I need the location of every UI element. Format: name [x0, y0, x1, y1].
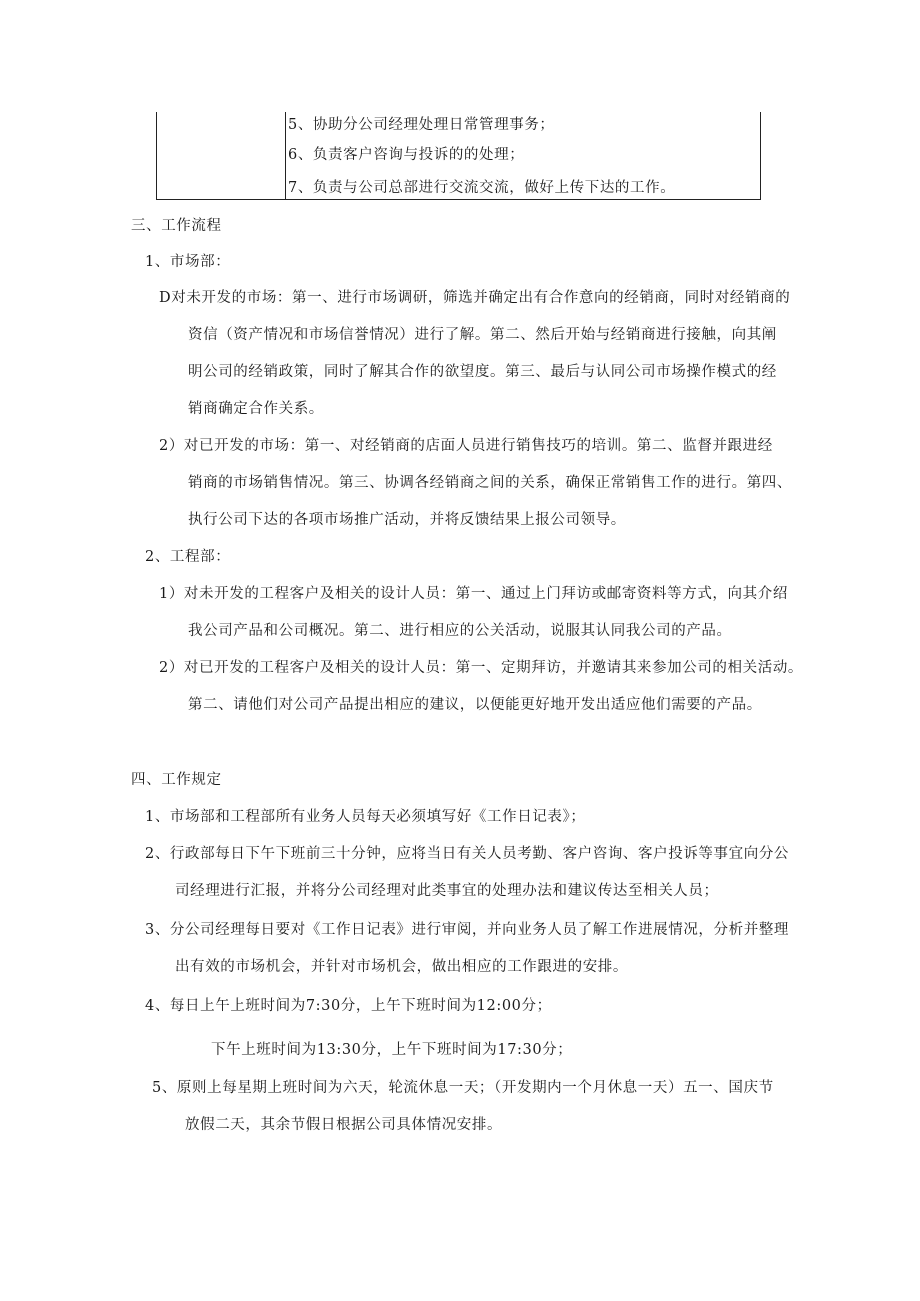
rule-line: 1、市场部和工程部所有业务人员每天必须填写好《工作日记表》；: [145, 809, 586, 825]
paragraph-line: 我公司产品和公司概况。第二、进行相应的公关活动，说服其认同我公司的产品。: [188, 623, 732, 639]
paragraph-line: 执行公司下达的各项市场推广活动，并将反馈结果上报公司领导。: [188, 512, 626, 528]
paragraph-line: 销商确定合作关系。: [188, 401, 324, 417]
paragraph-line: 销商的市场销售情况。第三、协调各经销商之间的关系，确保正常销售工作的进行。第四、: [188, 475, 792, 491]
table-right-border: [760, 112, 761, 200]
section-heading: 四、工作规定: [131, 772, 222, 788]
table-row: 7、负责与公司总部进行交流交流，做好上传下达的工作。: [288, 180, 676, 196]
rule-line: 出有效的市场机会，并针对市场机会，做出相应的工作跟进的安排。: [175, 959, 628, 975]
table-left-border: [156, 112, 157, 200]
table-bottom-border: [156, 199, 761, 200]
rule-line: 下午上班时间为13:30分，上午下班时间为17:30分；: [211, 1042, 573, 1058]
rule-line: 2、行政部每日下午下班前三十分钟，应将当日有关人员考勤、客户咨询、客户投诉等事宜向分公: [145, 846, 790, 862]
paragraph-line: 第二、请他们对公司产品提出相应的建议，以便能更好地开发出适应他们需要的产品。: [188, 697, 762, 713]
paragraph-line: D对未开发的市场：第一、进行市场调研，筛选并确定出有合作意向的经销商，同时对经销商的: [159, 290, 791, 306]
table-row: 6、负责客户咨询与投诉的的处理；: [288, 147, 525, 163]
paragraph-line: 明公司的经销政策，同时了解其合作的欲望度。第三、最后与认同公司市场操作模式的经: [188, 364, 777, 380]
paragraph-line: 2）对已开发的工程客户及相关的设计人员：第一、定期拜访，并邀请其来参加公司的相关活动。: [159, 660, 804, 676]
subsection-title: 1、市场部：: [145, 254, 231, 270]
rule-line: 4、每日上午上班时间为7:30分，上午下班时间为12:00分；: [145, 998, 552, 1014]
subsection-title: 2、工程部：: [145, 549, 231, 565]
rule-line: 放假二天，其余节假日根据公司具体情况安排。: [185, 1117, 503, 1133]
section-heading: 三、工作流程: [131, 218, 222, 234]
rule-line: 5、原则上每星期上班时间为六天，轮流休息一天；（开发期内一个月休息一天）五一、国庆节: [152, 1080, 774, 1096]
rule-line: 司经理进行汇报，并将分公司经理对此类事宜的处理办法和建议传达至相关人员；: [175, 883, 719, 899]
rule-line: 3、分公司经理每日要对《工作日记表》进行审阅，并向业务人员了解工作进展情况，分析并整理: [145, 922, 790, 938]
paragraph-line: 资信（资产情况和市场信誉情况）进行了解。第二、然后开始与经销商进行接触，向其阐: [188, 327, 777, 343]
table-divider: [285, 112, 286, 200]
paragraph-line: 2）对已开发的市场：第一、对经销商的店面人员进行销售技巧的培训。第二、监督并跟进经: [159, 438, 773, 454]
paragraph-line: 1）对未开发的工程客户及相关的设计人员：第一、通过上门拜访或邮寄资料等方式，向其介绍: [159, 586, 788, 602]
table-row: 5、协助分公司经理处理日常管理事务；: [288, 117, 555, 133]
